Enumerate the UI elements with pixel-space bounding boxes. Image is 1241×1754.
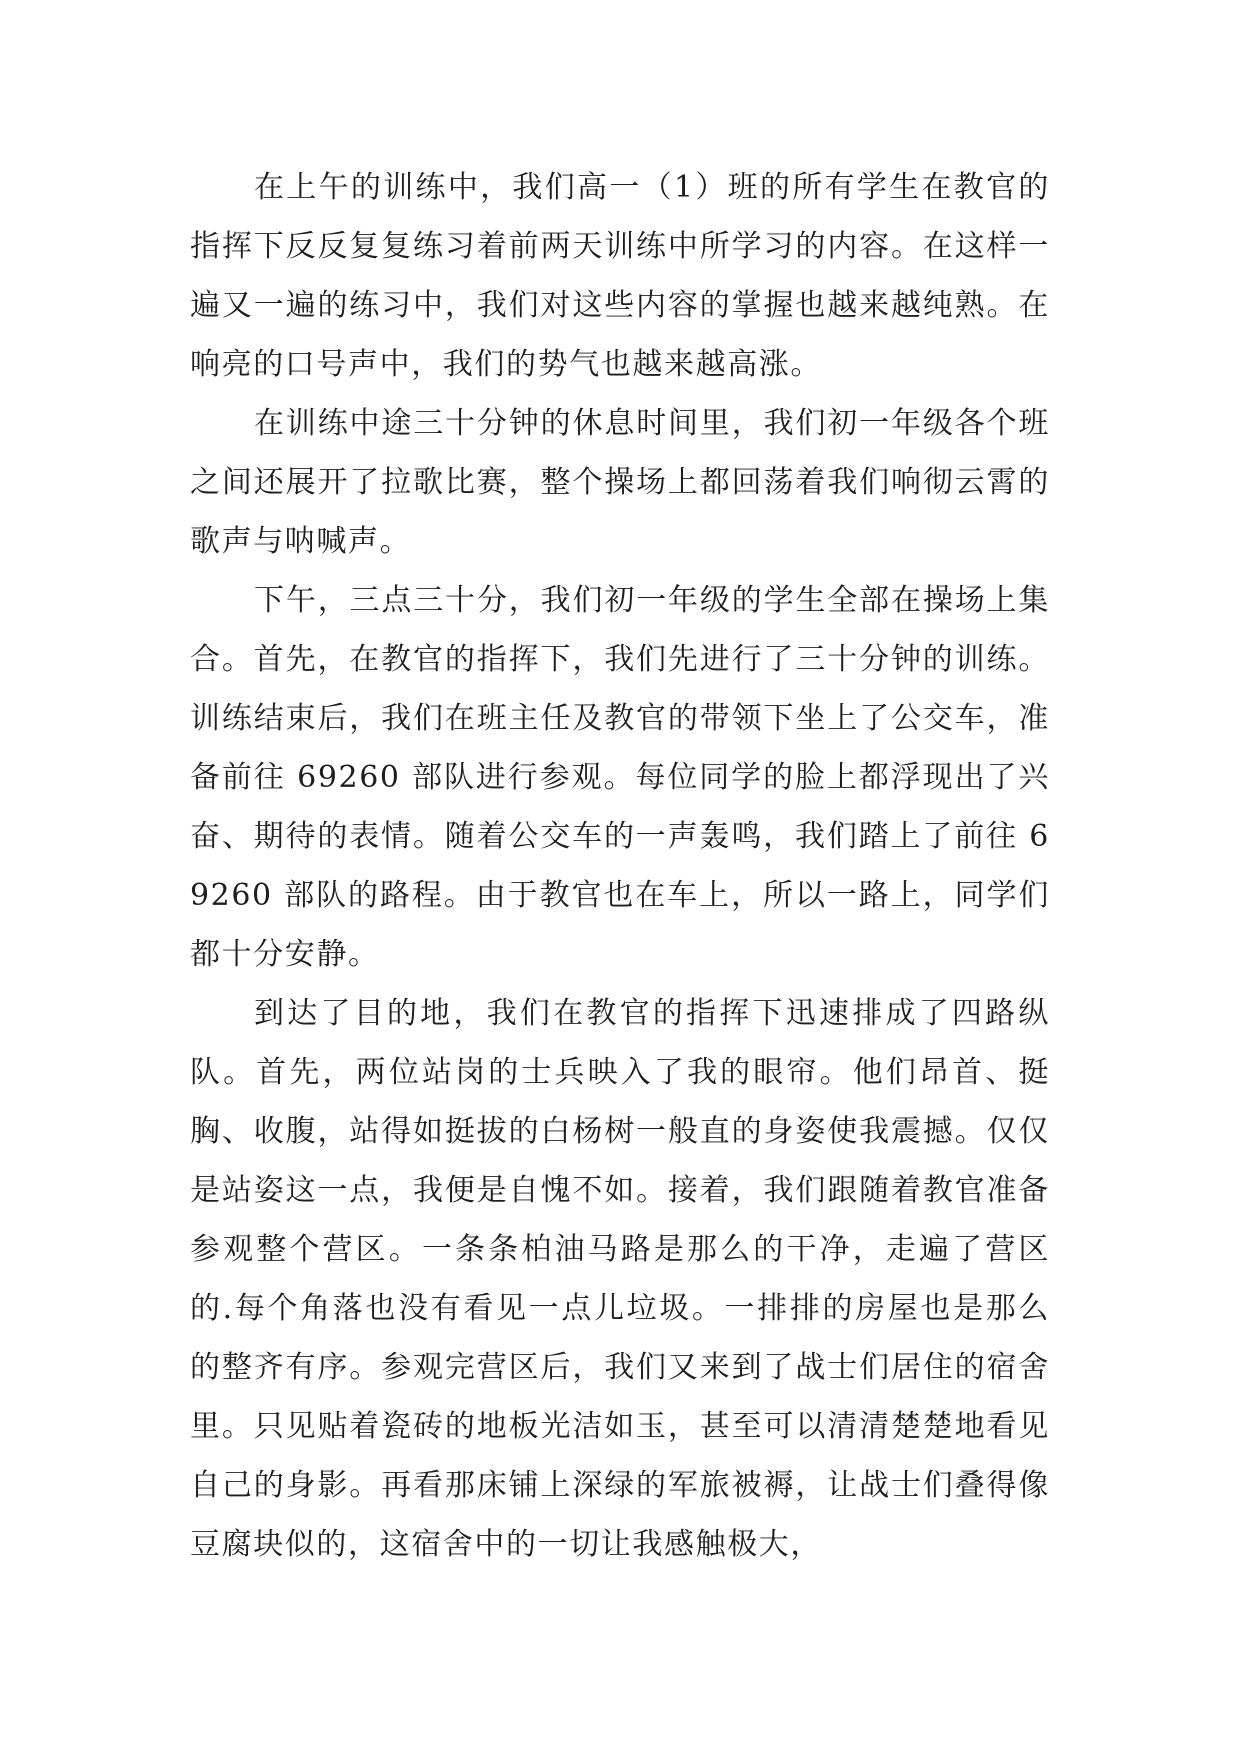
paragraph-camp-visit: 到达了目的地，我们在教官的指挥下迅速排成了四路纵队。首先，两位站岗的士兵映入了我的眼帘。他们昂首、挺胸、收腹，站得如挺拔的白杨树一般直的身姿使我震撼。仅仅是站姿这一点，我便是自愧不如。接着，我们跟随着教官准备参观整个营区。一条条柏油马路是那么的干净，走遍了营区的.每个角落也没有看见一点儿垃圾。一排排的房屋也是那么的整齐有序。参观完营区后，我们又来到了战士们居住的宿舍里。只见贴着瓷砖的地板光洁如玉，甚至可以清清楚楚地看见自己的身影。再看那床铺上深绿的军旅被褥，让战士们叠得像豆腐块似的，这宿舍中的一切让我感触极大， <box>190 996 1050 1562</box>
paragraph-training-morning: 在上午的训练中，我们高一（1）班的所有学生在教官的指挥下反反复复练习着前两天训练中所学习的内容。在这样一遍又一遍的练习中，我们对这些内容的掌握也越来越纯熟。在响亮的口号声中，我们的势气也越来越高涨。 <box>190 170 1050 382</box>
paragraph-rest-singing: 在训练中途三十分钟的休息时间里，我们初一年级各个班之间还展开了拉歌比赛，整个操场上都回荡着我们响彻云霄的歌声与呐喊声。 <box>190 406 1050 559</box>
paragraph-afternoon-trip: 下午，三点三十分，我们初一年级的学生全部在操场上集合。首先，在教官的指挥下，我们先进行了三十分钟的训练。训练结束后，我们在班主任及教官的带领下坐上了公交车，准备前往 69260 部队进行参观。每位同学的脸上都浮现出了兴奋、期待的表情。随着公交车的一声轰鸣，我们踏上了前往 69260 部队的路程。由于教官也在车上，所以一路上，同学们都十分安静。 <box>190 583 1050 972</box>
document-body <box>190 158 1050 1574</box>
